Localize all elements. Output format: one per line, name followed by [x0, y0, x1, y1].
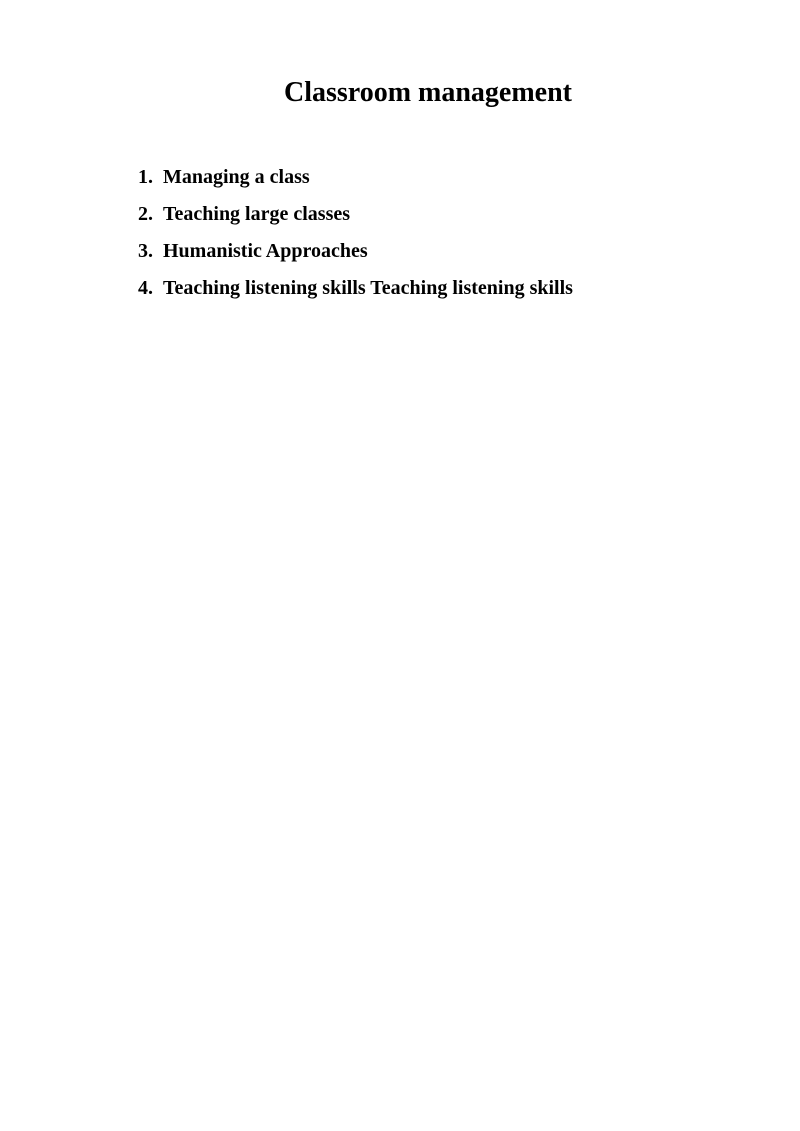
- list-item-text: Managing a class: [163, 166, 310, 188]
- list-item-number: 2.: [138, 203, 153, 225]
- list-item: [138, 164, 573, 201]
- contents-list: [138, 164, 573, 312]
- list-item: [138, 201, 573, 238]
- list-item-text: Teaching large classes: [163, 203, 351, 225]
- list-item-number: 3.: [138, 240, 153, 262]
- list-item-text: Humanistic Approaches: [163, 240, 368, 262]
- page-title: Classroom management: [283, 77, 572, 108]
- list-item: [138, 275, 573, 312]
- list-item-number: 1.: [138, 166, 153, 188]
- list-item-text: Teaching listening skills Teaching listening skills: [163, 277, 573, 299]
- list-item-number: 4.: [138, 277, 153, 299]
- list-item: [138, 238, 573, 275]
